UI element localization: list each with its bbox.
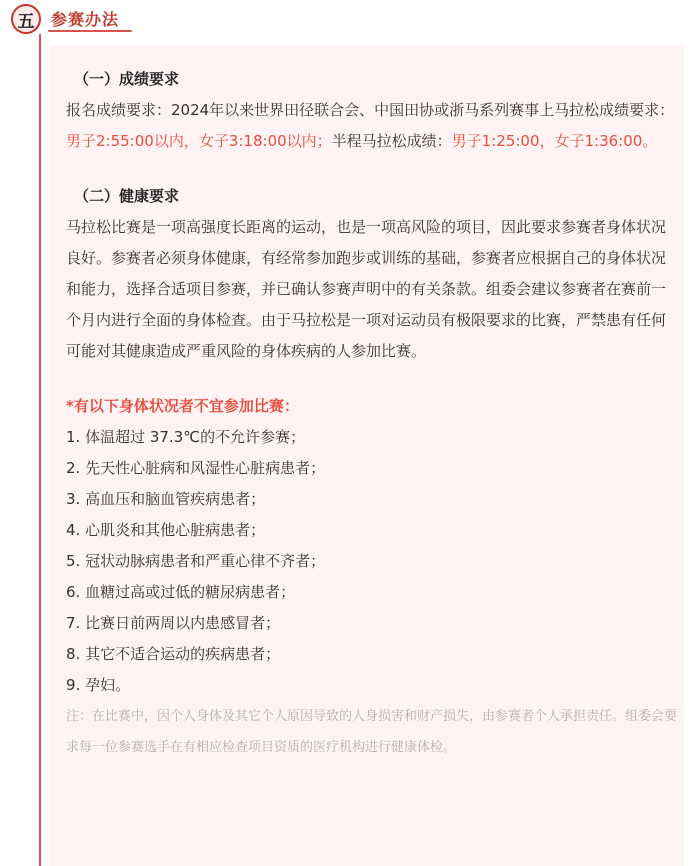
disclaimer-note: 注：在比赛中，因个人身体及其它个人原因导致的人身损害和财产损失，由参赛者个人承担责任。组委会要求每一位参赛选手在有相应检查项目资质的医疗机构进行健康体检。 [66, 709, 678, 755]
list-item: 3. 高血压和脑血管疾病患者； [66, 490, 266, 508]
conditions-list [66, 422, 678, 701]
results-text: 报名成绩要求：2024年以来世界田径联合会、中国田协或浙马系列赛事上马拉松成绩要求： [66, 101, 675, 119]
list-item: 6. 血糖过高或过低的糖尿病患者； [66, 583, 296, 601]
section-header [0, 0, 698, 40]
section-number-badge: 五 [11, 4, 41, 34]
subsection-heading-health: （二）健康要求 [74, 187, 180, 205]
list-item: 9. 孕妇。 [66, 676, 131, 694]
conditions-warning-heading: *有以下身体状况者不宜参加比赛： [66, 397, 299, 415]
list-item: 8. 其它不适合运动的疾病患者； [66, 645, 281, 663]
article-content [66, 64, 678, 763]
results-requirement-paragraph [66, 95, 678, 157]
half-marathon-time-limits: 男子1:25:00，女子1:36:00。 [451, 132, 658, 150]
section-title: 参赛办法 [51, 10, 120, 29]
list-item: 1. 体温超过 37.3℃的不允许参赛； [66, 428, 306, 446]
half-marathon-label: 半程马拉松成绩： [331, 132, 452, 150]
health-requirement-paragraph: 马拉松比赛是一项高强度长距离的运动，也是一项高风险的项目，因此要求参赛者身体状况良好。参赛者必须身体健康，有经常参加跑步或训练的基础，参赛者应根据自己的身体状况和能力，选择合适项目参赛，并已确认参赛声明中的有关条款。组委会建议参赛者在赛前一个月内进行全面的身体检查。由于马拉松是一项对运动员有极限要求的比赛，严禁患有任何可能对其健康造成严重风险的身体疾病的人参加比赛。 [66, 218, 667, 360]
list-item: 2. 先天性心脏病和风湿性心脏病患者； [66, 459, 326, 477]
full-marathon-time-limits: 男子2:55:00以内，女子3:18:00以内； [66, 132, 332, 150]
title-underline-decoration [48, 30, 132, 32]
left-accent-rule [39, 34, 41, 866]
subsection-heading-results: （一）成绩要求 [74, 70, 180, 88]
list-item: 4. 心肌炎和其他心脏病患者； [66, 521, 266, 539]
list-item: 7. 比赛日前两周以内患感冒者； [66, 614, 281, 632]
list-item: 5. 冠状动脉病患者和严重心律不齐者； [66, 552, 326, 570]
